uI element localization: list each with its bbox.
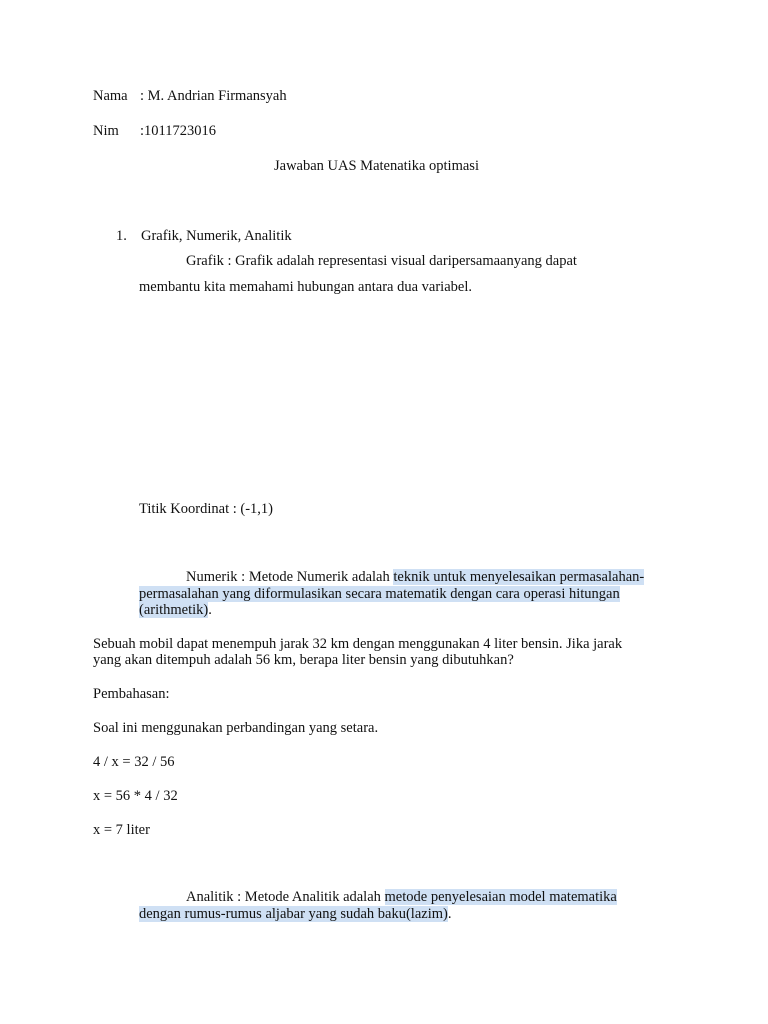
problem-line2: yang akan ditempuh adalah 56 km, berapa liter bensin yang dibutuhkan? <box>93 652 514 668</box>
pembahasan-label: Pembahasan: <box>93 686 170 702</box>
numerik-line1 <box>186 569 644 586</box>
soal-text: Soal ini menggunakan perbandingan yang setara. <box>93 720 379 736</box>
numerik-end: . <box>208 602 212 618</box>
numerik-highlight-1: teknik untuk menyelesaikan permasalahan- <box>393 569 645 585</box>
numerik-line2 <box>139 586 620 603</box>
nama-value: : M. Andrian Firmansyah <box>140 88 287 104</box>
equation-2: x = 56 * 4 / 32 <box>93 788 178 804</box>
nim-row <box>93 123 216 140</box>
section1-heading-row <box>116 228 292 245</box>
document-title: Jawaban UAS Matenatika optimasi <box>274 158 479 174</box>
grafik-line2: membantu kita memahami hubungan antara dua variabel. <box>139 279 472 295</box>
grafik-line1: Grafik : Grafik adalah representasi visual daripersamaanyang dapat <box>186 253 577 269</box>
titik-koordinat: Titik Koordinat : (-1,1) <box>139 501 273 517</box>
numerik-highlight-2: permasalahan yang diformulasikan secara matematik dengan cara operasi hitungan <box>139 586 620 602</box>
nama-row <box>93 88 287 105</box>
section1-number: 1. <box>116 228 127 244</box>
analitik-line2 <box>139 906 451 923</box>
problem-line1: Sebuah mobil dapat menempuh jarak 32 km dengan menggunakan 4 liter bensin. Jika jarak <box>93 636 623 652</box>
analitik-intro: Analitik : Metode Analitik adalah <box>186 889 385 905</box>
numerik-highlight-3: (arithmetik) <box>139 602 209 618</box>
nim-value: :1011723016 <box>140 123 216 139</box>
section1-heading: Grafik, Numerik, Analitik <box>141 228 292 244</box>
nim-label: Nim <box>93 123 119 139</box>
analitik-highlight-2: dengan rumus-rumus aljabar yang sudah baku(lazim) <box>139 906 448 922</box>
numerik-intro: Numerik : Metode Numerik adalah <box>186 569 394 585</box>
analitik-line1 <box>186 889 617 906</box>
analitik-end: . <box>447 906 452 922</box>
analitik-highlight-1: metode penyelesaian model matematika <box>384 889 617 905</box>
numerik-line3 <box>139 602 212 619</box>
equation-1: 4 / x = 32 / 56 <box>93 754 175 770</box>
nama-label: Nama <box>93 88 128 104</box>
equation-3: x = 7 liter <box>93 822 150 838</box>
